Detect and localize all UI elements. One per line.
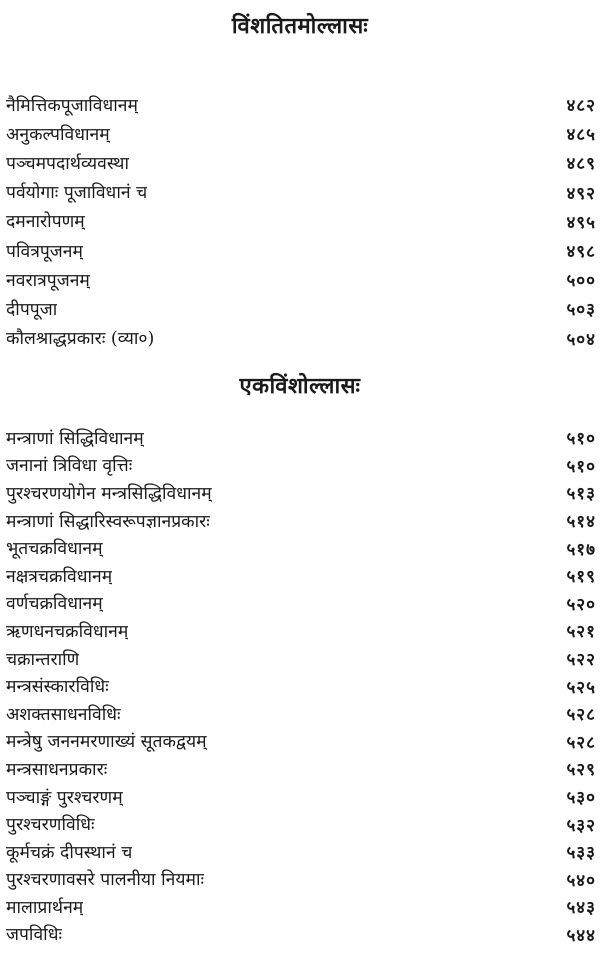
entry-title: कौलश्राद्धप्रकारः (व्या०): [6, 329, 155, 350]
toc-entry: [0, 893, 600, 921]
toc-entry: [0, 617, 600, 645]
entry-title: भूतचक्रविधानम्: [6, 539, 103, 560]
toc-entry: [0, 838, 600, 866]
entry-page-number: ५०४: [566, 329, 596, 350]
entry-title: नक्षत्रचक्रविधानम्: [6, 566, 113, 587]
toc-entry: [0, 207, 600, 236]
entry-title: ऋणधनचक्रविधानम्: [6, 621, 129, 642]
entry-page-number: ५१०: [566, 429, 596, 450]
entry-title: पञ्चाङ्गं पुरश्चरणम्: [6, 787, 123, 808]
entry-title: पुरश्चरणयोगेन मन्त्रसिद्धिविधानम्: [6, 483, 212, 504]
entry-page-number: ५३०: [566, 788, 596, 809]
toc-entry: [0, 810, 600, 838]
entry-page-number: ५२८: [566, 732, 596, 753]
entry-page-number: ५१४: [566, 512, 596, 533]
entry-page-number: ५१३: [566, 484, 596, 505]
entry-page-number: ५२२: [566, 650, 596, 671]
entry-title: पर्वयोगाः पूजाविधानं च: [6, 183, 148, 204]
toc-entry: [0, 265, 600, 294]
entry-page-number: ५२५: [566, 677, 596, 698]
toc-entry: [0, 294, 600, 323]
entry-page-number: ५१०: [566, 456, 596, 477]
entry-page-number: ५००: [566, 271, 596, 292]
entry-page-number: ४९२: [566, 183, 596, 204]
toc-entry: [0, 866, 600, 894]
entry-title: नवरात्रपूजनम्: [6, 270, 90, 291]
entry-page-number: ५२९: [566, 760, 596, 781]
entry-title: अनुकल्पविधानम्: [6, 124, 110, 145]
entry-title: जनानां त्रिविधा वृत्तिः: [6, 456, 133, 477]
entry-page-number: ५३२: [566, 815, 596, 836]
section-heading: विंशतितमोल्लासः: [231, 13, 369, 39]
toc-entry: [0, 700, 600, 728]
entry-title: पवित्रपूजनम्: [6, 241, 83, 262]
toc-list: [0, 90, 600, 353]
toc-entry: [0, 590, 600, 618]
toc-entry: [0, 324, 600, 353]
entry-title: वर्णचक्रविधानम्: [6, 594, 103, 615]
toc-entry: [0, 424, 600, 452]
entry-title: कूर्मचक्रं दीपस्थानं च: [6, 842, 133, 863]
entry-title: चक्रान्तराणि: [6, 649, 80, 670]
entry-page-number: ४८२: [566, 96, 596, 117]
entry-title: दीपपूजा: [6, 299, 58, 320]
toc-entry: [0, 645, 600, 673]
toc-entry: [0, 119, 600, 148]
entry-title: मालाप्रार्थनम्: [6, 897, 84, 918]
toc-entry: [0, 507, 600, 535]
entry-page-number: ५१९: [566, 567, 596, 588]
entry-title: अशक्तसाधनविधिः: [6, 704, 121, 725]
toc-list: [0, 424, 600, 948]
entry-title: पुरश्चरणावसरे पालनीया नियमाः: [6, 870, 205, 891]
entry-title: मन्त्रसाधनप्रकारः: [6, 759, 108, 780]
toc-entry: [0, 90, 600, 119]
section-heading: एकविंशोल्लासः: [239, 373, 361, 399]
toc-entry: [0, 783, 600, 811]
entry-page-number: ४९८: [566, 242, 596, 263]
toc-entry: [0, 562, 600, 590]
entry-title: दमनारोपणम्: [6, 212, 85, 233]
entry-title: पञ्चमपदार्थव्यवस्था: [6, 153, 130, 174]
entry-title: नैमित्तिकपूजाविधानम्: [6, 95, 138, 116]
toc-entry: [0, 479, 600, 507]
entry-title: जपविधिः: [6, 925, 63, 946]
toc-entry: [0, 148, 600, 177]
entry-page-number: ५२०: [566, 594, 596, 615]
entry-page-number: ५४३: [566, 898, 596, 919]
entry-page-number: ५४०: [566, 870, 596, 891]
entry-page-number: ५०३: [566, 300, 596, 321]
toc-entry: [0, 452, 600, 480]
entry-title: पुरश्चरणविधिः: [6, 815, 95, 836]
entry-title: मन्त्राणां सिद्धिविधानम्: [6, 428, 144, 449]
entry-title: मन्त्राणां सिद्धारिस्वरूपज्ञानप्रकारः: [6, 511, 210, 532]
toc-entry: [0, 921, 600, 949]
toc-entry: [0, 178, 600, 207]
toc-entry: [0, 534, 600, 562]
toc-entry: [0, 755, 600, 783]
entry-page-number: ५२८: [566, 705, 596, 726]
toc-entry: [0, 236, 600, 265]
entry-page-number: ४८९: [566, 154, 596, 175]
entry-page-number: ५१७: [566, 539, 596, 560]
entry-page-number: ५३३: [566, 843, 596, 864]
entry-page-number: ५२१: [566, 622, 596, 643]
entry-page-number: ४८५: [566, 125, 596, 146]
toc-entry: [0, 672, 600, 700]
entry-title: मन्त्रसंस्कारविधिः: [6, 677, 109, 698]
entry-title: मन्त्रेषु जननमरणाख्यं सूतकद्वयम्: [6, 732, 207, 753]
toc-entry: [0, 728, 600, 756]
entry-page-number: ५४४: [566, 925, 596, 946]
entry-page-number: ४९५: [566, 212, 596, 233]
